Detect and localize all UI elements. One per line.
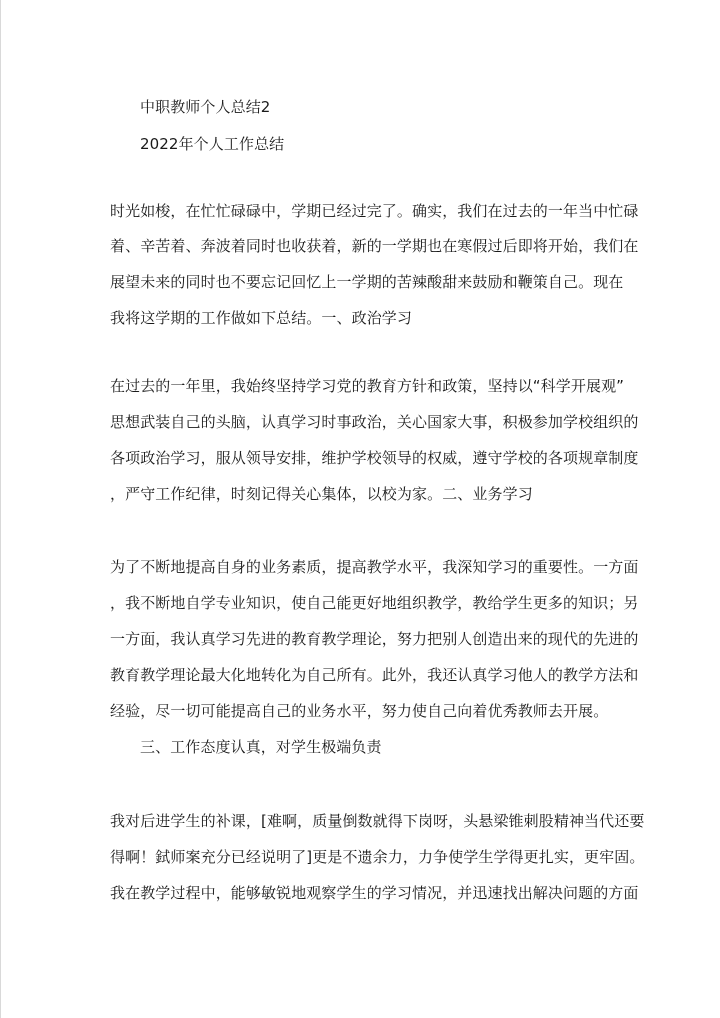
paragraph-line: 时光如梭，在忙忙碌碌中，学期已经过完了。确实，我们在过去的一年当中忙碌 <box>110 202 639 220</box>
paragraph-line: 一方面，我认真学习先进的教育教学理论，努力把别人创造出来的现代的先进的 <box>110 630 639 648</box>
paragraph-line: 我将这学期的工作做如下总结。一、政治学习 <box>110 309 413 327</box>
paragraph-line: 为了不断地提高自身的业务素质，提高教学水平，我深知学习的重要性。一方面 <box>110 558 639 576</box>
document-subtitle: 2022年个人工作总结 <box>140 135 285 153</box>
paragraph-line: 在过去的一年里，我始终坚持学习党的教育方针和政策，坚持以“科学开展观” <box>110 377 625 395</box>
paragraph-line: ，严守工作纪律，时刻记得关心集体，以校为家。二、业务学习 <box>110 485 533 503</box>
paragraph-line: 着、辛苦着、奔波着同时也收获着，新的一学期也在寒假过后即将开始，我们在 <box>110 237 639 255</box>
paragraph-line: 得啊！鉽师案充分已经说明了]更是不遗余力，力争使学生学得更扎实，更牢固。 <box>110 848 645 866</box>
paragraph-line: 展望未来的同时也不要忘记回忆上一学期的苦辣酸甜来鼓励和鞭策自己。现在 <box>110 273 624 291</box>
paragraph-line: ，我不断地自学专业知识，使自己能更好地组织教学，教给学生更多的知识；另 <box>110 594 639 612</box>
paragraph-line: 教育教学理论最大化地转化为自己所有。此外，我还认真学习他人的教学方法和 <box>110 666 639 684</box>
paragraph-line: 我对后进学生的补课，[难啊，质量倒数就得下岗呀，头悬梁锥刺股精神当代还要 <box>110 812 645 830</box>
paragraph-line: 我在教学过程中，能够敏锐地观察学生的学习情况，并迅速找出解决问题的方面 <box>110 884 639 902</box>
paragraph-line: 各项政治学习，服从领导安排，维护学校领导的权威，遵守学校的各项规章制度 <box>110 449 639 467</box>
document-title: 中职教师个人总结2 <box>140 98 271 116</box>
paragraph-line: 思想武装自己的头脑，认真学习时事政治，关心国家大事，积极参加学校组织的 <box>110 413 639 431</box>
section-heading: 三、工作态度认真，对学生极端负责 <box>140 738 382 756</box>
paragraph-line: 经验，尽一切可能提高自己的业务水平，努力使自己向着优秀教师去开展。 <box>110 702 609 720</box>
page-edge <box>0 0 1 1018</box>
